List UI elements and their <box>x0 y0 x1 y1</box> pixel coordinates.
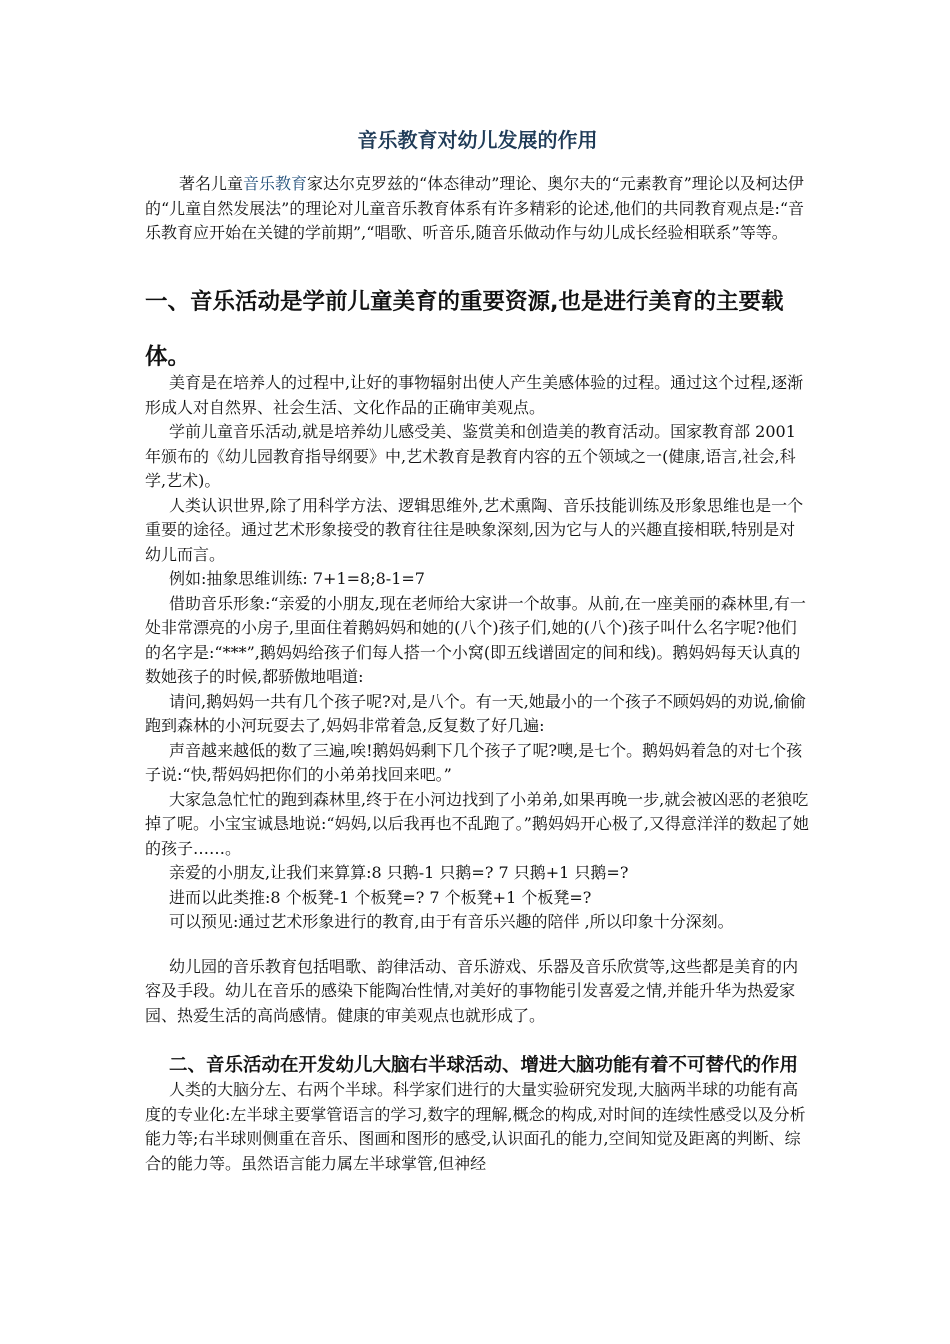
paragraph: 人类的大脑分左、右两个半球。科学家们进行的大量实验研究发现,大脑两半球的功能有高度的专业化:左半球主要掌管语言的学习,数字的理解,概念的构成,对时间的连续性感受以及分析能力等;右半球则侧重在音乐、图画和图形的感受,认识面孔的能力,空间知觉及距离的判断、综合的能力等。虽然语言能力属左半球掌管,但神经 <box>145 1080 806 1173</box>
section-1-heading: 一、音乐活动是学前儿童美育的重要资源,也是进行美育的主要载体。 <box>145 289 784 370</box>
paragraph: 学前儿童音乐活动,就是培养幼儿感受美、鉴赏美和创造美的教育活动。国家教育部 2001 年颁布的《幼儿园教育指导纲要》中,艺术教育是教育内容的五个领域之一(健康,语言,社会,科学,艺术)。 <box>145 422 796 490</box>
paragraph: 美育是在培养人的过程中,让好的事物辐射出使人产生美感体验的过程。通过这个过程,逐渐形成人对自然界、社会生活、文化作品的正确审美观点。 <box>145 373 804 417</box>
intro-paragraph <box>145 172 810 246</box>
paragraph: 可以预见:通过艺术形象进行的教育,由于有音乐兴趣的陪伴 ,所以印象十分深刻。 <box>169 912 734 931</box>
paragraph: 幼儿园的音乐教育包括唱歌、韵律活动、音乐游戏、乐器及音乐欣赏等,这些都是美育的内容及手段。幼儿在音乐的感染下能陶冶性情,对美好的事物能引发喜爱之情,并能升华为热爱家园、热爱生活的高尚感情。健康的审美观点也就形成了。 <box>145 956 799 1025</box>
paragraph: 例如:抽象思维训练: 7+1=8;8-1=7 <box>169 569 425 588</box>
paragraph: 大家急急忙忙的跑到森林里,终于在小河边找到了小弟弟,如果再晚一步,就会被凶恶的老狼吃掉了呢。小宝宝诚恳地说:“妈妈,以后我再也不乱跑了。”鹅妈妈开心极了,又得意洋洋的数起了她的孩子……。 <box>145 789 809 858</box>
section-1-body <box>145 371 810 1176</box>
document-title: 音乐教育对幼儿发展的作用 <box>357 128 598 152</box>
music-education-link[interactable]: 音乐教育 <box>243 174 308 193</box>
paragraph-spacer <box>145 935 810 955</box>
paragraph: 请问,鹅妈妈一共有几个孩子呢?对,是八个。有一天,她最小的一个孩子不顾妈妈的劝说,偷偷跑到森林的小河玩耍去了,妈妈非常着急,反复数了好几遍: <box>145 691 806 735</box>
paragraph: 进而以此类推:8 个板凳-1 个板凳=? 7 个板凳+1 个板凳=? <box>169 887 592 907</box>
paragraph: 亲爱的小朋友,让我们来算算:8 只鹅-1 只鹅=? 7 只鹅+1 只鹅=? <box>169 863 629 882</box>
paragraph: 声音越来越低的数了三遍,唉!鹅妈妈剩下几个孩子了呢?噢,是七个。鹅妈妈着急的对七个孩子说:“快,帮妈妈把你们的小弟弟找回来吧。” <box>145 740 803 784</box>
paragraph: 人类认识世界,除了用科学方法、逻辑思维外,艺术熏陶、音乐技能训练及形象思维也是一个重要的途径。通过艺术形象接受的教育往往是映象深刻,因为它与人的兴趣直接相联,特别是对幼儿而言。 <box>145 495 804 564</box>
intro-text-after: 家达尔克罗兹的“体态律动”理论、奥尔夫的“元素教育”理论以及柯达伊的“儿童自然发展法”的理论对儿童音乐教育体系有许多精彩的论述,他们的共同教育观点是:“音乐教育应开始在关键的学前期”,“唱歌、听音乐,随音乐做动作与幼儿成长经验相联系”等等。 <box>145 174 805 242</box>
section-2-heading: 二、音乐活动在开发幼儿大脑右半球活动、增进大脑功能有着不可替代的作用 <box>169 1055 799 1076</box>
intro-text-before: 著名儿童 <box>179 174 244 193</box>
paragraph: 借助音乐形象:“亲爱的小朋友,现在老师给大家讲一个故事。从前,在一座美丽的森林里,有一处非常漂亮的小房子,里面住着鹅妈妈和她的(八个)孩子们,她的(八个)孩子叫什么名字呢?他们的名字是:“***”,鹅妈妈给孩子们每人搭一个小窝(即五线谱固定的间和线)。鹅妈妈每天认真的数她孩子的时候,都骄傲地唱道: <box>145 593 806 686</box>
